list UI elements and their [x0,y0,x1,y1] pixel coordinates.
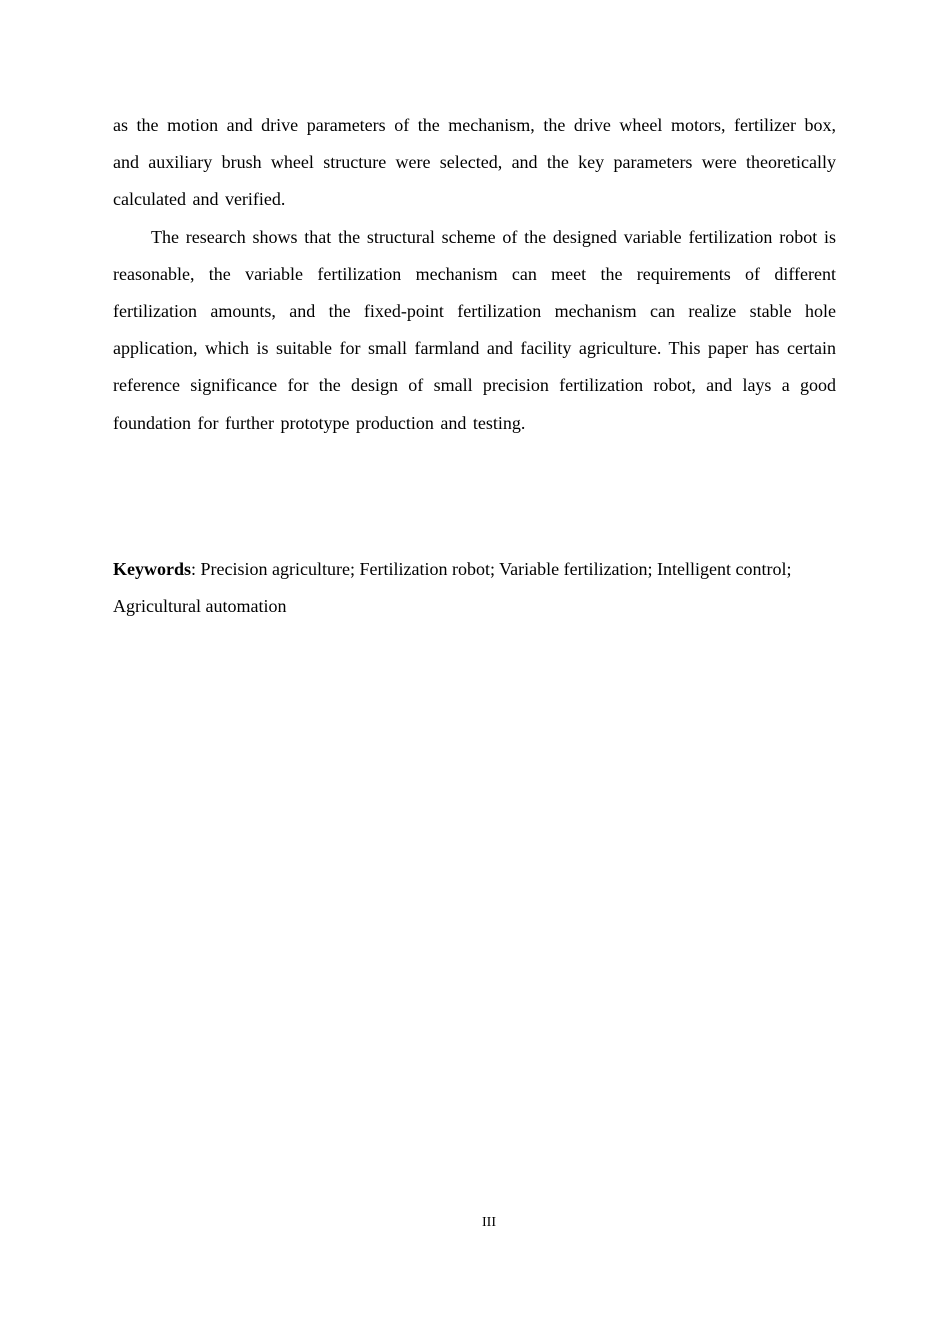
keywords-text: Precision agriculture; Fertilization robot; Variable fertilization; Intelligent control; Agricultural automation [113,559,792,617]
abstract-paragraph-continued: as the motion and drive parameters of the mechanism, the drive wheel motors, fertilizer box, and auxiliary brush wheel structure were selected, and the key parameters were theoretically calculated and verified. [113,115,836,210]
keywords-label: Keywords [113,559,191,579]
keywords-line [113,551,836,625]
keywords-separator: : [191,559,201,579]
abstract-paragraph-conclusion: The research shows that the structural scheme of the designed variable fertilization robot is reasonable, the variable fertilization mechanism can meet the requirements of different fertilization amounts, and the fixed-point fertilization mechanism can realize stable hole application, which is suitable for small farmland and facility agriculture. This paper has certain reference significance for the design of small precision fertilization robot, and lays a good foundation for further prototype production and testing. [113,226,836,433]
abstract-body [113,107,836,442]
page-number: III [482,1215,496,1230]
